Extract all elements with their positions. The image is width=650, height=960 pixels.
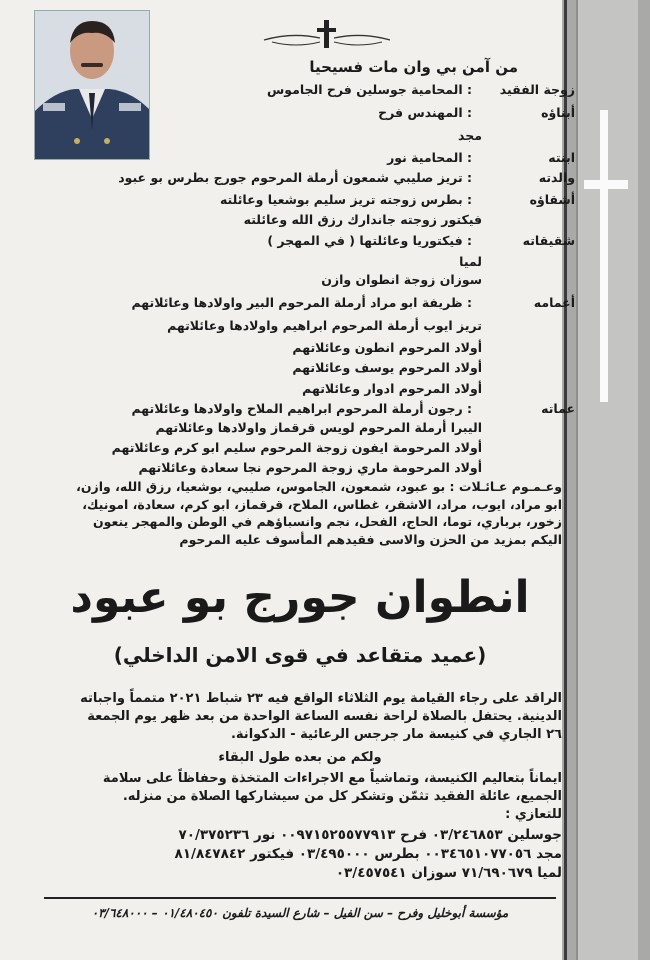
relative-value: مجد (458, 128, 482, 143)
relative-value: : رجون أرملة المرحوم ابراهيم الملاح واولادها وعائلاتهم (131, 401, 472, 416)
condolence-paragraph: ايماناً بتعاليم الكنيسة، وتماشياً مع الاجراءات المتخذة وحفاظاً على سلامة الجميع، عائلة الفقيد تثمّن وتشكر كل من سيشاركها الصلاة من منزله. للتعازي : (102, 771, 562, 822)
relative-value: اليبرا أرملة المرحوم لويس قرقماز واولادها وعائلاتهم (155, 420, 482, 435)
relative-value: : المحامية جوسلين فرح الجاموس (267, 82, 472, 97)
relative-value: لميا (459, 254, 482, 269)
footer-divider (44, 897, 556, 899)
relative-value: أولاد المرحومة ايفون زوجة المرحوم سليم ابو كرم وعائلاتهم (111, 440, 482, 455)
relative-label: شقيقاته (522, 233, 575, 248)
side-cross-icon (600, 110, 608, 402)
relative-value: فيكتور زوجته جاندارك رزق الله وعائلته (243, 212, 482, 227)
relative-value: : تريز صليبي شمعون أرملة المرحوم جورج بطرس بو عبود (118, 170, 472, 185)
relative-value: أولاد المرحوم يوسف وعائلاتهم (292, 360, 482, 375)
funeral-details-paragraph: الراقد على رجاء القيامة يوم الثلاثاء الواقع فيه ٢٣ شباط ٢٠٢١ متمماً واجباته الدينية. يحتفل بالصلاة لراحة نفسه الساعة الواحدة من بعد ظهر يوم الجمعة ٢٦ الجاري في كنيسة مار جرجس الرعائية - الدكوانة. (80, 691, 562, 742)
relative-value: أولاد المرحوم انطون وعائلاتهم (292, 340, 482, 355)
relative-value: : المهندس فرح (378, 105, 472, 120)
phone-line: مجد ٠٠٣٤٦٥١٠٧٧٠٥٦ بطرس ٠٣/٤٩٥٠٠٠ فيكتور ٨١/٨٤٧٨٤٢ (174, 846, 562, 862)
relative-label: أبناؤه (541, 105, 575, 120)
deceased-name: انطوان جورج بو عبود (70, 572, 530, 623)
family-names-paragraph: وعـمـوم عـائـلات : بو عبود، شمعون، الجاموس، صليبي، بوشعيا، رزق الله، وازن، ابو مراد، ايوب، مراد، الاشقر، غطاس، الملاح، قرقماز، ابو كرم، سعادة، امونيك، زخور، برباري، توما، الحاج، الفحل، نجم وانسباؤهم في الوطن والمهجر ينعون اليكم بمزيد من الحزن والاسى فقيدهم المأسوف عليه المرحوم (76, 479, 562, 547)
scripture-verse: من آمن بي وان مات فسيحيا (309, 58, 518, 76)
relative-label: أشقاؤه (529, 192, 575, 207)
ornamental-cross-icon (262, 18, 392, 50)
relative-label: عماته (541, 401, 575, 416)
phone-line: لميا ٧١/٦٩٠٦٧٩ سوزان ٠٣/٤٥٧٥٤١ (335, 865, 562, 881)
relative-label: زوجة الفقيد (499, 82, 575, 97)
relative-value: : فيكتوريا وعائلتها ( في المهجر ) (267, 233, 472, 248)
side-cross-icon-bar (584, 180, 628, 189)
relative-value: : المحامية نور (387, 150, 472, 165)
deceased-portrait-photo (34, 10, 150, 160)
relative-value: أولاد المرحومة ماري زوجة المرحوم نجا سعادة وعائلاتهم (138, 460, 482, 475)
closing-line: ولكم من بعده طول البقاء (218, 750, 382, 765)
relative-value: : بطرس زوجته تريز سليم بوشعيا وعائلته (219, 192, 472, 207)
relative-value: أولاد المرحوم ادوار وعائلاتهم (302, 381, 482, 396)
relative-value: تريز ايوب أرملة المرحوم ابراهيم واولادها وعائلاتهم (167, 318, 482, 333)
deceased-rank: (عميد متقاعد في قوى الامن الداخلي) (113, 643, 487, 667)
relative-label: أعمامه (533, 295, 575, 310)
relative-value: سوزان زوجة انطوان وازن (321, 272, 482, 287)
condolence-phones (72, 826, 562, 883)
vertical-divider (564, 0, 567, 960)
funeral-home-footer: مؤسسة أبوخليل وفرح – سن الفيل – شارع السيدة تلفون ٠١/٤٨٠٤٥٠ – ٠٣/٦٤٨٠٠٠ (91, 906, 509, 920)
relative-value: : ظريفة ابو مراد أرملة المرحوم البير واولادها وعائلاتهم (131, 295, 472, 310)
phone-line: جوسلين ٠٣/٢٤٦٨٥٣ فرح ٠٠٩٧١٥٢٥٥٧٧٩١٣ نور ٧٠/٣٧٥٢٣٦ (178, 827, 562, 843)
relative-label: ابنته (548, 150, 575, 165)
relative-label: والدته (538, 170, 575, 185)
